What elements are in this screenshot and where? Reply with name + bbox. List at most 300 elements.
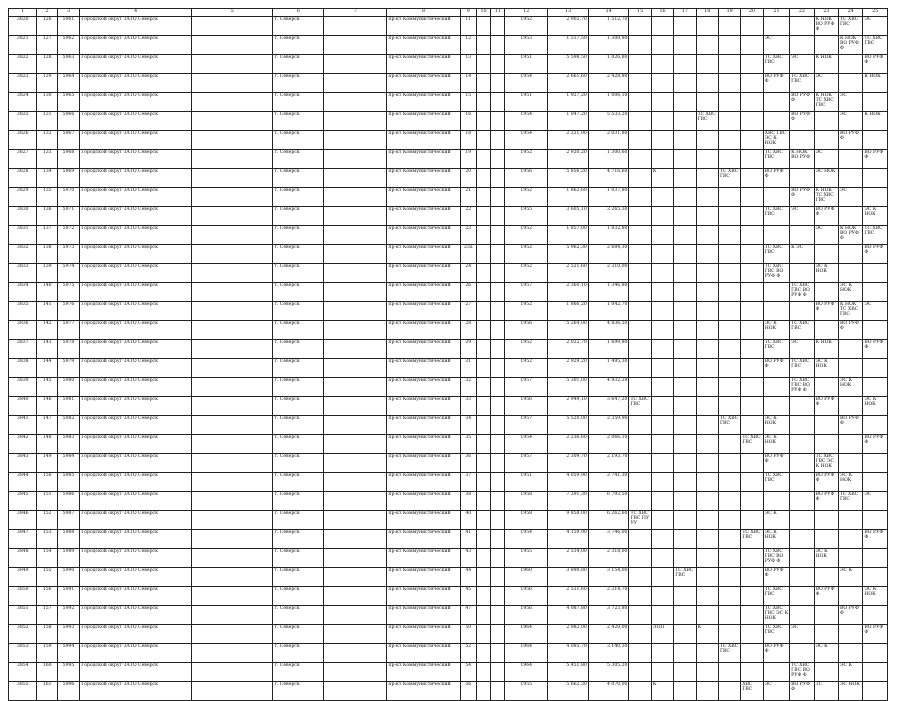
table-cell <box>674 492 696 511</box>
table-cell: 1 047,20 <box>548 112 589 131</box>
table-cell <box>476 435 490 454</box>
table-cell: г. Северск <box>273 131 324 150</box>
table-cell: ЭС К НОК <box>763 530 789 549</box>
table-cell: пр-кт Коммунистический <box>387 492 460 511</box>
table-cell: ТС ХВС ГВС <box>763 340 789 359</box>
table-cell: 3846 <box>9 511 37 530</box>
table-cell: 3830 <box>9 207 37 226</box>
table-cell: пр-кт Коммунистический <box>387 682 460 701</box>
table-cell: 1960 <box>505 568 548 587</box>
table-cell: г. Северск <box>273 93 324 112</box>
table-cell: пр-кт Коммунистический <box>387 17 460 36</box>
table-cell <box>763 492 789 511</box>
table-cell <box>674 36 696 55</box>
table-cell <box>718 606 740 625</box>
table-cell: 3845 <box>9 492 37 511</box>
table-cell <box>192 55 273 74</box>
table-cell: 4 070,00 <box>588 682 629 701</box>
table-cell: 2 534,00 <box>548 549 589 568</box>
table-cell: 1964 <box>505 625 548 644</box>
table-cell: Городской округ ЗАТО Северск <box>80 416 192 435</box>
table-cell: 132 <box>37 131 57 150</box>
table-cell <box>718 378 740 397</box>
table-cell: 2 428,80 <box>588 74 629 93</box>
table-cell <box>863 283 888 302</box>
table-cell <box>741 587 763 606</box>
table-cell: 2 420,00 <box>588 625 629 644</box>
table-cell: ЭС <box>790 625 814 644</box>
table-cell <box>696 511 718 530</box>
table-cell <box>629 549 651 568</box>
table-cell <box>324 17 387 36</box>
table-cell: пр-кт Коммунистический <box>387 606 460 625</box>
table-cell <box>814 663 838 682</box>
table-cell: К <box>696 625 718 644</box>
table-cell: 14 <box>460 74 476 93</box>
table-cell: пр-кт Коммунистический <box>387 397 460 416</box>
table-cell <box>674 606 696 625</box>
table-cell <box>790 606 814 625</box>
column-number-23: 23 <box>814 9 838 17</box>
table-cell: пр-кт Коммунистический <box>387 150 460 169</box>
table-cell <box>790 397 814 416</box>
table-row <box>9 378 888 397</box>
table-cell <box>192 188 273 207</box>
table-cell: 1955 <box>505 682 548 701</box>
table-cell <box>651 245 673 264</box>
table-cell <box>651 530 673 549</box>
table-cell: 5963 <box>57 55 79 74</box>
table-cell <box>651 283 673 302</box>
table-cell <box>629 264 651 283</box>
table-cell: 3837 <box>9 340 37 359</box>
table-cell: 2 236,60 <box>548 435 589 454</box>
table-cell: 3842 <box>9 435 37 454</box>
table-cell: Городской округ ЗАТО Северск <box>80 397 192 416</box>
table-cell <box>629 416 651 435</box>
table-cell <box>674 682 696 701</box>
table-cell <box>718 321 740 340</box>
table-cell <box>718 188 740 207</box>
table-cell: 1 026,80 <box>588 55 629 74</box>
table-cell <box>476 625 490 644</box>
table-cell: Городской округ ЗАТО Северск <box>80 644 192 663</box>
table-cell: 35 <box>460 435 476 454</box>
table-cell: 33 <box>460 397 476 416</box>
table-cell: ВО РУФ Ф <box>763 644 789 663</box>
table-cell: ТС ХВС ГВС <box>741 435 763 454</box>
table-cell: ВО РУФ Ф <box>838 321 862 340</box>
table-cell <box>476 321 490 340</box>
table-cell: пр-кт Коммунистический <box>387 188 460 207</box>
table-cell: 2 031,80 <box>588 131 629 150</box>
table-cell: ТС ХВС ГВС <box>790 321 814 340</box>
table-cell: г. Северск <box>273 36 324 55</box>
table-cell: 1 042,70 <box>588 302 629 321</box>
table-cell: 3839 <box>9 378 37 397</box>
table-cell <box>674 587 696 606</box>
table-cell <box>491 226 505 245</box>
table-cell <box>838 454 862 473</box>
table-cell <box>718 587 740 606</box>
table-cell: К <box>651 682 673 701</box>
table-cell: ЭС НОК <box>814 169 838 188</box>
table-cell <box>192 606 273 625</box>
table-cell <box>790 302 814 321</box>
table-cell <box>814 416 838 435</box>
spreadsheet-page <box>8 8 888 692</box>
table-cell <box>863 606 888 625</box>
table-cell: 24 <box>460 264 476 283</box>
table-cell: 36 <box>460 454 476 473</box>
table-cell: 3836 <box>9 321 37 340</box>
table-cell <box>324 283 387 302</box>
table-cell: ЭС К НОК <box>838 283 862 302</box>
table-cell: г. Северск <box>273 112 324 131</box>
table-cell: 3835 <box>9 302 37 321</box>
table-cell <box>863 93 888 112</box>
table-cell: 6 262,60 <box>588 511 629 530</box>
table-cell: 142 <box>37 321 57 340</box>
table-cell <box>718 340 740 359</box>
table-cell: г. Северск <box>273 568 324 587</box>
table-cell: ВО РУФ Ф <box>814 207 838 226</box>
table-row <box>9 606 888 625</box>
table-cell <box>476 169 490 188</box>
table-cell: 5979 <box>57 359 79 378</box>
table-cell: 3 890,80 <box>548 568 589 587</box>
table-cell <box>718 131 740 150</box>
table-cell <box>192 169 273 188</box>
table-cell <box>696 663 718 682</box>
table-cell: пр-кт Коммунистический <box>387 511 460 530</box>
table-cell <box>718 17 740 36</box>
table-cell: 1 857,00 <box>548 226 589 245</box>
table-row <box>9 511 888 530</box>
table-cell: 3832 <box>9 245 37 264</box>
table-cell: 126 <box>37 17 57 36</box>
table-cell <box>674 530 696 549</box>
table-cell: 147 <box>37 416 57 435</box>
table-cell: 5982 <box>57 416 79 435</box>
table-cell: 156 <box>37 587 57 606</box>
table-cell <box>863 682 888 701</box>
table-cell: 1952 <box>505 188 548 207</box>
table-cell <box>696 606 718 625</box>
table-cell <box>476 606 490 625</box>
table-cell: 3854 <box>9 663 37 682</box>
table-cell <box>838 264 862 283</box>
table-cell: 1 517,50 <box>548 36 589 55</box>
table-cell: 3838 <box>9 359 37 378</box>
table-cell: ТС ХВС ГВС ВО РУФ Ф <box>790 283 814 302</box>
table-cell: 161 <box>37 682 57 701</box>
table-cell: пр-кт Коммунистический <box>387 568 460 587</box>
table-cell <box>718 473 740 492</box>
table-cell <box>741 264 763 283</box>
table-cell <box>192 549 273 568</box>
table-cell <box>491 492 505 511</box>
table-cell: г. Северск <box>273 625 324 644</box>
table-cell: ТС ХВС ГВС ВО РУФ Ф <box>763 264 789 283</box>
table-cell <box>476 245 490 264</box>
table-cell <box>863 663 888 682</box>
table-cell <box>324 397 387 416</box>
table-cell <box>651 302 673 321</box>
table-cell <box>674 150 696 169</box>
table-cell <box>476 302 490 321</box>
table-cell <box>192 245 273 264</box>
table-cell: Городской округ ЗАТО Северск <box>80 511 192 530</box>
table-cell: 6 793,50 <box>588 492 629 511</box>
table-cell <box>192 131 273 150</box>
table-cell <box>696 321 718 340</box>
table-cell: ВО РУФ Ф <box>763 568 789 587</box>
table-cell: ТС ХВС ГВС <box>718 169 740 188</box>
column-number-15: 15 <box>629 9 651 17</box>
table-cell <box>674 207 696 226</box>
table-cell <box>696 207 718 226</box>
table-cell: ТС ХВС ГВС <box>674 568 696 587</box>
table-row <box>9 416 888 435</box>
table-cell: ВО РУФ Ф <box>763 359 789 378</box>
table-cell: ЭС К <box>838 663 862 682</box>
table-cell <box>718 511 740 530</box>
table-cell <box>324 226 387 245</box>
table-cell: ЭС <box>814 150 838 169</box>
table-cell <box>696 36 718 55</box>
table-cell <box>741 112 763 131</box>
table-cell <box>696 435 718 454</box>
table-cell: ЭС К НОК <box>814 264 838 283</box>
table-cell: 3841 <box>9 416 37 435</box>
table-cell: ВО РУФ Ф <box>863 150 888 169</box>
table-cell <box>629 74 651 93</box>
column-number-4: 4 <box>80 9 192 17</box>
table-cell <box>741 169 763 188</box>
table-cell: 4 716,60 <box>588 169 629 188</box>
table-cell: 1951 <box>505 93 548 112</box>
table-cell <box>718 226 740 245</box>
table-cell <box>741 340 763 359</box>
table-cell: 151 <box>37 492 57 511</box>
table-cell: г. Северск <box>273 454 324 473</box>
table-row <box>9 549 888 568</box>
table-cell <box>696 17 718 36</box>
table-cell: пр-кт Коммунистический <box>387 226 460 245</box>
table-cell: 4 932,39 <box>588 378 629 397</box>
table-cell: 1956 <box>505 587 548 606</box>
table-cell: ВО РУФ Ф <box>814 492 838 511</box>
table-cell: 5989 <box>57 549 79 568</box>
table-cell: 3827 <box>9 150 37 169</box>
table-cell: Городской округ ЗАТО Северск <box>80 454 192 473</box>
table-cell <box>491 55 505 74</box>
table-cell: К НОК <box>863 74 888 93</box>
table-cell: г. Северск <box>273 587 324 606</box>
column-number-12: 12 <box>505 9 548 17</box>
table-row <box>9 359 888 378</box>
table-cell: 5965 <box>57 93 79 112</box>
table-cell: 1951 <box>505 55 548 74</box>
table-cell: 2 982,00 <box>548 625 589 644</box>
table-cell: 2 521,60 <box>548 264 589 283</box>
table-cell: ЭС К НОК <box>763 435 789 454</box>
table-cell: г. Северск <box>273 473 324 492</box>
table-cell <box>790 587 814 606</box>
table-cell <box>192 17 273 36</box>
table-cell <box>863 473 888 492</box>
table-cell: К НОК ВО РУФ Ф <box>838 36 862 55</box>
table-cell: 146 <box>37 397 57 416</box>
table-cell: г. Северск <box>273 17 324 36</box>
table-cell <box>476 207 490 226</box>
table-cell <box>651 112 673 131</box>
table-cell: 11 <box>460 17 476 36</box>
table-cell <box>838 435 862 454</box>
table-cell: Городской округ ЗАТО Северск <box>80 530 192 549</box>
table-cell: 2 531,60 <box>548 587 589 606</box>
table-cell <box>741 55 763 74</box>
table-cell <box>814 511 838 530</box>
table-cell: 2 920,20 <box>548 150 589 169</box>
table-cell: 1952 <box>505 340 548 359</box>
table-cell <box>324 207 387 226</box>
table-cell <box>324 93 387 112</box>
table-cell: пр-кт Коммунистический <box>387 340 460 359</box>
column-number-21: 21 <box>763 9 789 17</box>
table-cell <box>741 644 763 663</box>
table-cell: ТС ХВС ГВС ЭС К НОК <box>763 606 789 625</box>
table-cell: 1964 <box>505 663 548 682</box>
table-cell: 21 <box>460 188 476 207</box>
table-cell: 3852 <box>9 625 37 644</box>
table-cell <box>696 283 718 302</box>
table-cell: 1 866,20 <box>548 302 589 321</box>
table-cell <box>696 568 718 587</box>
table-cell: 1957 <box>505 283 548 302</box>
table-cell <box>674 625 696 644</box>
table-cell: К НОК ТС ХВС ГВС <box>814 188 838 207</box>
table-cell <box>651 340 673 359</box>
column-number-18: 18 <box>696 9 718 17</box>
table-cell <box>863 454 888 473</box>
table-cell <box>651 55 673 74</box>
table-cell: ВО РУФ Ф <box>838 131 862 150</box>
table-cell <box>491 587 505 606</box>
table-row <box>9 568 888 587</box>
table-cell <box>741 321 763 340</box>
table-cell <box>763 302 789 321</box>
table-cell <box>629 644 651 663</box>
table-row <box>9 131 888 150</box>
table-row <box>9 663 888 682</box>
table-cell: 5994 <box>57 644 79 663</box>
table-cell: ВО РУФ Ф <box>763 169 789 188</box>
table-cell: 41 <box>460 530 476 549</box>
table-cell: ТС ХВС ГВС <box>718 644 740 663</box>
table-cell: ЭС К НОК <box>863 397 888 416</box>
table-cell <box>192 36 273 55</box>
table-cell: К <box>651 169 673 188</box>
table-cell <box>629 682 651 701</box>
table-cell <box>790 473 814 492</box>
table-cell <box>491 359 505 378</box>
table-cell: г. Северск <box>273 663 324 682</box>
table-cell: ТС ХВС ГВС <box>763 207 789 226</box>
table-cell <box>324 169 387 188</box>
table-cell <box>476 568 490 587</box>
table-cell <box>491 530 505 549</box>
table-cell <box>863 169 888 188</box>
table-cell: 2 684,30 <box>588 245 629 264</box>
table-cell: 1952 <box>505 150 548 169</box>
table-cell <box>324 473 387 492</box>
table-cell: 5995 <box>57 663 79 682</box>
table-cell <box>696 340 718 359</box>
table-cell: Городской округ ЗАТО Северск <box>80 169 192 188</box>
table-cell <box>651 359 673 378</box>
table-cell <box>741 606 763 625</box>
column-number-6: 6 <box>273 9 324 17</box>
table-cell: 155 <box>37 568 57 587</box>
table-cell <box>674 359 696 378</box>
table-cell: ЭС К <box>763 511 789 530</box>
table-cell: г. Северск <box>273 264 324 283</box>
table-cell: 5 962,30 <box>548 245 589 264</box>
table-cell: г. Северск <box>273 321 324 340</box>
table-cell: К НОК <box>814 55 838 74</box>
table-cell <box>324 530 387 549</box>
table-cell <box>651 416 673 435</box>
column-number-17: 17 <box>674 9 696 17</box>
table-cell: Городской округ ЗАТО Северск <box>80 321 192 340</box>
table-cell: ЭС <box>814 226 838 245</box>
table-cell <box>790 169 814 188</box>
table-cell: 1954 <box>505 435 548 454</box>
table-row <box>9 587 888 606</box>
table-cell <box>651 549 673 568</box>
table-cell: 54 <box>460 663 476 682</box>
column-number-7: 7 <box>324 9 387 17</box>
table-cell <box>790 416 814 435</box>
table-cell <box>476 150 490 169</box>
table-cell: 4 087,80 <box>548 606 589 625</box>
table-cell: 160 <box>37 663 57 682</box>
table-cell: ТС ХВС ГВС <box>790 74 814 93</box>
table-cell <box>491 245 505 264</box>
table-cell <box>476 283 490 302</box>
table-cell: 5 451,80 <box>548 663 589 682</box>
table-cell: 135 <box>37 188 57 207</box>
table-cell: 3853 <box>9 644 37 663</box>
table-cell: ЭС <box>814 74 838 93</box>
table-cell: ТС ХВС ГВС <box>763 150 789 169</box>
column-number-8: 8 <box>387 9 460 17</box>
table-cell <box>491 378 505 397</box>
table-cell <box>476 226 490 245</box>
table-cell <box>863 359 888 378</box>
table-cell <box>491 663 505 682</box>
table-cell <box>863 264 888 283</box>
table-cell <box>192 644 273 663</box>
table-cell <box>838 530 862 549</box>
table-cell: пр-кт Коммунистический <box>387 435 460 454</box>
table-cell <box>476 492 490 511</box>
table-cell: К НОК <box>814 340 838 359</box>
table-cell: ВО РУФ Ф <box>814 397 838 416</box>
table-cell <box>192 74 273 93</box>
